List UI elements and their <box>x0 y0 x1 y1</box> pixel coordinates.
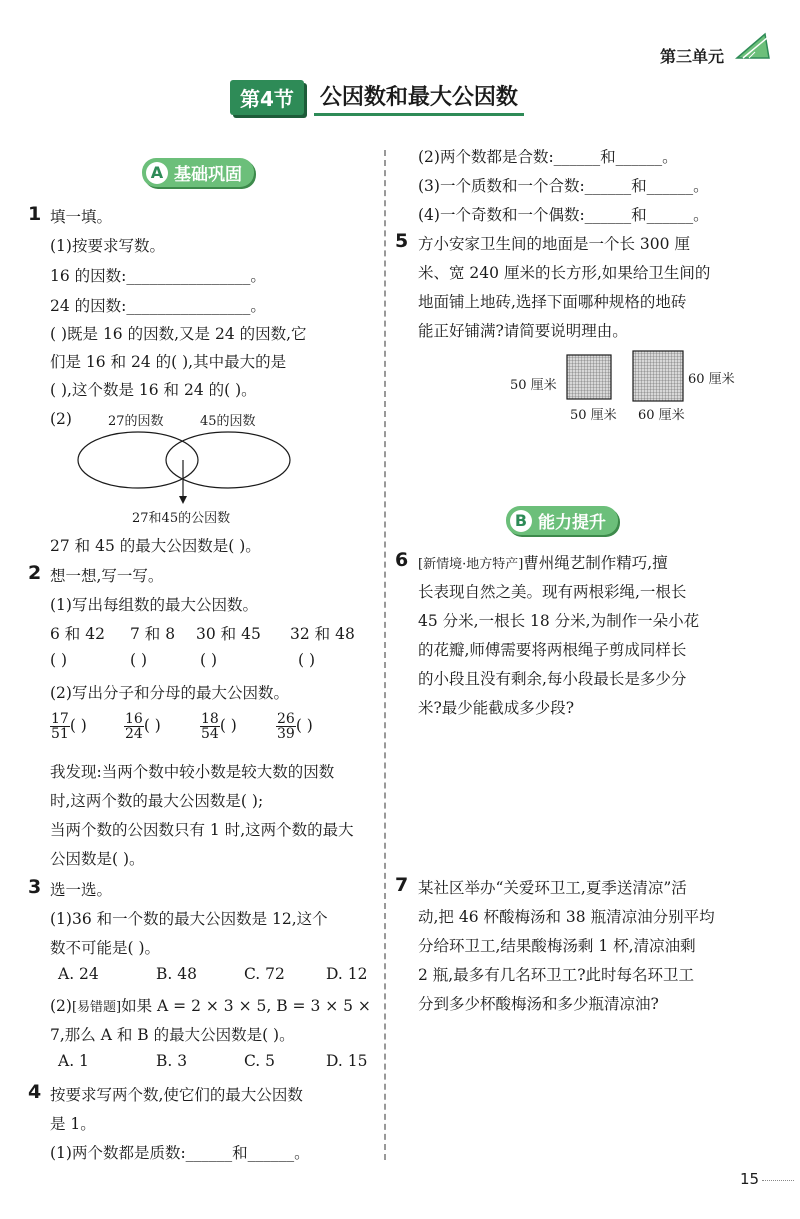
question-number: 5 <box>395 230 409 252</box>
unit-label: 第三单元 <box>660 47 725 66</box>
pair-3: 30 和 45 <box>196 625 261 643</box>
q1-sub1: (1)按要求写数。 <box>50 237 165 255</box>
pair-blank-3: ( ) <box>200 651 218 669</box>
q6-l2: 长表现自然之美。现有两根彩绳,一根长 <box>418 583 687 601</box>
q6-l3: 45 分米,一根长 18 分米,为制作一朵小花 <box>418 612 700 630</box>
question-number: 4 <box>28 1081 42 1103</box>
q1-p1: ( )既是 16 的因数,又是 24 的因数,它 <box>50 325 307 343</box>
q6-l6: 米?最少能截成多少段? <box>418 699 575 717</box>
q2-sub2: (2)写出分子和分母的最大公因数。 <box>50 684 289 702</box>
q7-l4: 2 瓶,最多有几名环卫工?此时每名环卫工 <box>418 966 695 984</box>
question-number: 3 <box>28 876 42 898</box>
fraction-item-4: $\frac{26}{39}$ ( ) <box>277 711 313 742</box>
question-number: 2 <box>28 562 42 584</box>
q1-sub2: (2) <box>50 410 72 428</box>
q6-l4: 的花瓣,师傅需要将两根绳子剪成同样长 <box>418 641 687 659</box>
q2-finding-4: 公因数是( )。 <box>50 850 145 868</box>
option-b: B. 3 <box>156 1052 188 1070</box>
venn-left-label: 27的因数 <box>108 414 164 429</box>
part-a-label: 基础巩固 <box>174 165 242 185</box>
q1-factors-24: 24 的因数:________________。 <box>50 297 266 315</box>
q5-l2: 米、宽 240 厘米的长方形,如果给卫生间的 <box>418 264 711 282</box>
q4-c1: (1)两个数都是质数:______和______。 <box>50 1144 310 1162</box>
tile-60-image <box>632 350 684 402</box>
part-b-heading <box>506 506 618 535</box>
q4-c2: (2)两个数都是合数:______和______。 <box>418 148 678 166</box>
option-d: D. 15 <box>326 1052 368 1070</box>
option-a: A. 1 <box>58 1052 89 1070</box>
q4-c4: (4)一个奇数和一个偶数:______和______。 <box>418 206 709 224</box>
pair-2: 7 和 8 <box>130 625 176 643</box>
q3-b2: 7,那么 A 和 B 的最大公因数是( )。 <box>50 1026 295 1044</box>
pair-blank-4: ( ) <box>298 651 316 669</box>
q4-c3: (3)一个质数和一个合数:______和______。 <box>418 177 709 195</box>
q2-sub1: (1)写出每组数的最大公因数。 <box>50 596 258 614</box>
venn-diagram <box>70 428 300 510</box>
pair-4: 32 和 48 <box>290 625 355 643</box>
fraction: $\frac{17}{51}$ <box>51 711 69 742</box>
question-number: 7 <box>395 874 409 896</box>
option-b: B. 48 <box>156 965 197 983</box>
venn-arrow-head <box>179 496 187 504</box>
q4-l2: 是 1。 <box>50 1115 96 1133</box>
q2-finding-1: 我发现:当两个数中较小数是较大数的因数 <box>50 763 335 781</box>
q1-title: 填一填。 <box>50 208 113 226</box>
tile2-side-label: 60 厘米 <box>688 372 735 387</box>
fraction: $\frac{18}{54}$ <box>201 711 219 742</box>
ruler-pencil-icon <box>735 32 771 62</box>
q2-finding-2: 时,这两个数的最大公因数是( ); <box>50 792 264 810</box>
fraction-item-1: $\frac{17}{51}$ ( ) <box>51 711 87 742</box>
q7-l3: 分给环卫工,结果酸梅汤剩 1 杯,清凉油剩 <box>418 937 696 955</box>
q7-l1: 某社区举办“关爱环卫工,夏季送清凉”活 <box>418 879 687 897</box>
option-d: D. 12 <box>326 965 368 983</box>
q1-p3: ( ),这个数是 16 和 24 的( )。 <box>50 381 257 399</box>
fraction: $\frac{16}{24}$ <box>125 711 143 742</box>
pair-1: 6 和 42 <box>50 625 105 643</box>
q2-title: 想一想,写一写。 <box>50 567 164 585</box>
q7-l5: 分到多少杯酸梅汤和多少瓶清凉油? <box>418 995 659 1013</box>
venn-left-ellipse <box>78 432 198 488</box>
column-divider <box>384 150 386 1160</box>
tile-50-image <box>566 354 612 400</box>
section-badge: 第4节 <box>230 80 304 115</box>
tag-new-context: [新情境·地方特产] <box>418 557 524 572</box>
page-number-rule <box>762 1180 794 1181</box>
venn-right-ellipse <box>166 432 290 488</box>
q2-finding-3: 当两个数的公因数只有 1 时,这两个数的最大 <box>50 821 354 839</box>
part-a-letter: A <box>146 162 168 184</box>
tile1-bottom-label: 50 厘米 <box>570 408 617 423</box>
part-a-heading <box>142 158 254 187</box>
part-b-label: 能力提升 <box>538 513 606 533</box>
option-c: C. 72 <box>244 965 285 983</box>
q5-l1: 方小安家卫生间的地面是一个长 300 厘 <box>418 235 690 253</box>
option-a: A. 24 <box>58 965 99 983</box>
q1-answer: 27 和 45 的最大公因数是( )。 <box>50 537 261 555</box>
q7-l2: 动,把 46 杯酸梅汤和 38 瓶清凉油分别平均 <box>418 908 715 926</box>
part-b-letter: B <box>510 510 532 532</box>
question-number: 1 <box>28 203 42 225</box>
venn-bottom-label: 27和45的公因数 <box>132 511 231 526</box>
page-number: 15 <box>740 1170 760 1188</box>
page-title: 公因数和最大公因数 <box>314 78 524 116</box>
q6-l5: 的小段且没有剩余,每小段最长是多少分 <box>418 670 687 688</box>
option-c: C. 5 <box>244 1052 276 1070</box>
fraction-item-3: $\frac{18}{54}$ ( ) <box>201 711 237 742</box>
q3-b1: (2)[易错题]如果 A = 2 × 3 × 5, B = 3 × 5 × <box>50 997 371 1015</box>
fraction: $\frac{26}{39}$ <box>277 711 295 742</box>
tile2-bottom-label: 60 厘米 <box>638 408 685 423</box>
q1-factors-16: 16 的因数:________________。 <box>50 267 266 285</box>
q3-title: 选一选。 <box>50 881 113 899</box>
q3-a1: (1)36 和一个数的最大公因数是 12,这个 <box>50 910 328 928</box>
section-title-bar <box>230 80 524 114</box>
q6-l1: [新情境·地方特产]曹州绳艺制作精巧,擅 <box>418 554 668 572</box>
pair-blank-2: ( ) <box>130 651 148 669</box>
q5-l4: 能正好铺满?请简要说明理由。 <box>418 322 628 340</box>
q1-p2: 们是 16 和 24 的( ),其中最大的是 <box>50 353 287 371</box>
question-number: 6 <box>395 549 409 571</box>
q4-l1: 按要求写两个数,使它们的最大公因数 <box>50 1086 303 1104</box>
q3-a2: 数不可能是( )。 <box>50 939 161 957</box>
venn-right-label: 45的因数 <box>200 414 256 429</box>
fraction-item-2: $\frac{16}{24}$ ( ) <box>125 711 161 742</box>
tag-error-prone: [易错题] <box>71 1000 122 1015</box>
q5-l3: 地面铺上地砖,选择下面哪种规格的地砖 <box>418 293 687 311</box>
tile1-side-label: 50 厘米 <box>510 378 557 393</box>
pair-blank-1: ( ) <box>50 651 68 669</box>
